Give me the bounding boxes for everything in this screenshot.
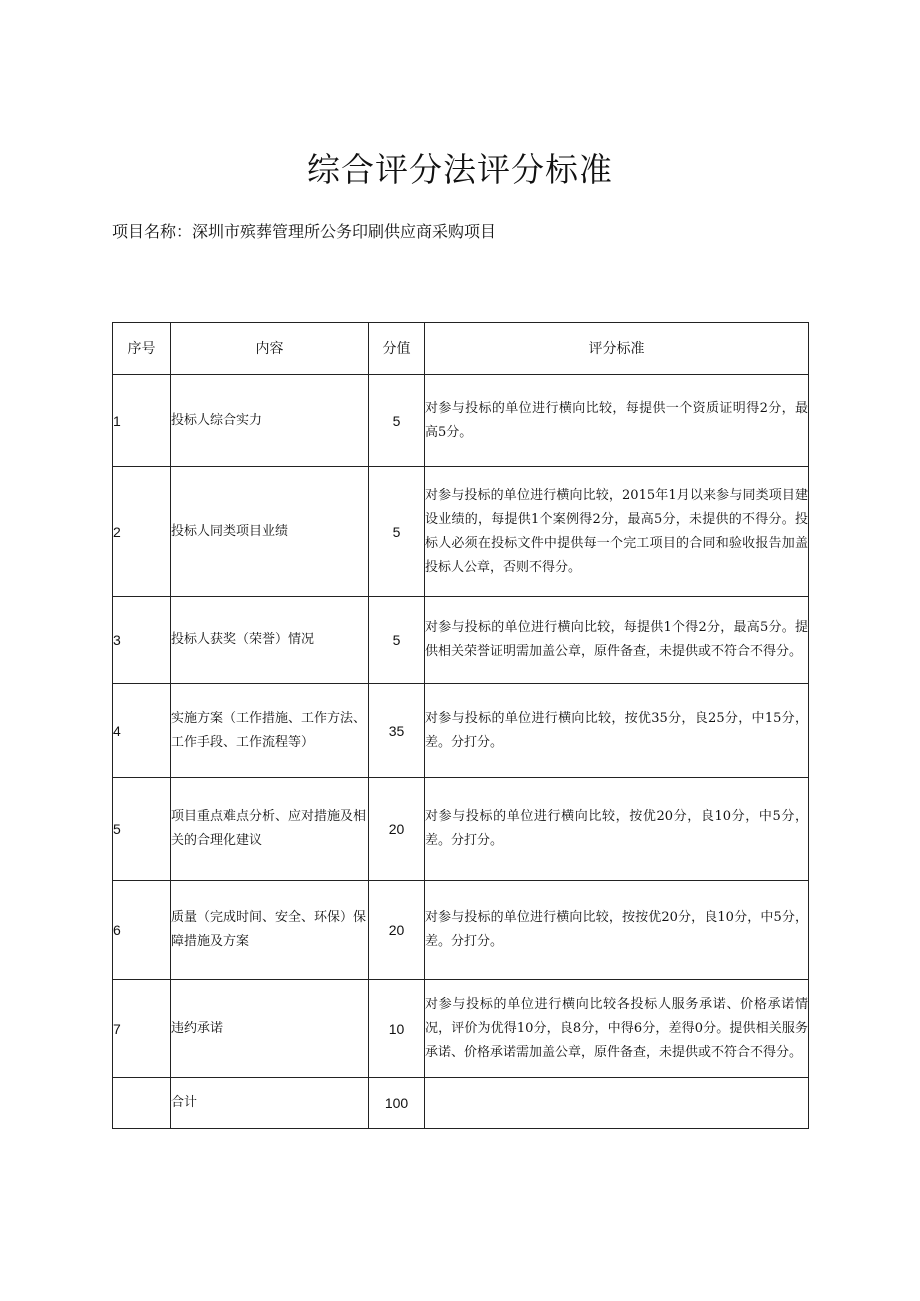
total-index [113,1078,171,1129]
row-criteria: 对参与投标的单位进行横向比较，按优35分，良25分，中15分，差。分打分。 [425,684,809,778]
row-index: 7 [113,980,171,1078]
row-index: 4 [113,684,171,778]
row-content: 实施方案（工作措施、工作方法、工作手段、工作流程等） [171,684,369,778]
document-title: 综合评分法评分标准 [307,150,613,189]
project-label: 项目名称： [112,222,193,241]
header-index: 序号 [113,323,171,375]
row-criteria: 对参与投标的单位进行横向比较，按按优20分，良10分，中5分，差。分打分。 [425,881,809,980]
row-score: 5 [369,467,425,597]
row-content: 投标人综合实力 [171,375,369,467]
header-score: 分值 [369,323,425,375]
table-row [113,980,809,1078]
row-index: 3 [113,597,171,684]
row-criteria: 对参与投标的单位进行横向比较，2015年1月以来参与同类项目建设业绩的，每提供1个案例得2分，最高5分，未提供的不得分。投标人必须在投标文件中提供每一个完工项目的合同和验收报告加盖投标人公章，否则不得分。 [425,467,809,597]
row-criteria: 对参与投标的单位进行横向比较各投标人服务承诺、价格承诺情况，评价为优得10分，良8分，中得6分，差得0分。提供相关服务承诺、价格承诺需加盖公章，原件备查，未提供或不符合不得分。 [425,980,809,1078]
header-criteria: 评分标准 [425,323,809,375]
total-row [113,1078,809,1129]
row-content: 质量（完成时间、安全、环保）保障措施及方案 [171,881,369,980]
row-criteria: 对参与投标的单位进行横向比较，每提供一个资质证明得2分，最高5分。 [425,375,809,467]
table-row [113,881,809,980]
table-header-row [113,323,809,375]
table-row [113,684,809,778]
row-score: 5 [369,375,425,467]
table-row [113,597,809,684]
row-index: 5 [113,778,171,881]
row-score: 10 [369,980,425,1078]
table-row [113,778,809,881]
row-score: 35 [369,684,425,778]
row-content: 投标人同类项目业绩 [171,467,369,597]
row-score: 5 [369,597,425,684]
row-index: 2 [113,467,171,597]
row-criteria: 对参与投标的单位进行横向比较，每提供1个得2分，最高5分。提供相关荣誉证明需加盖公章，原件备查，未提供或不符合不得分。 [425,597,809,684]
row-content: 违约承诺 [171,980,369,1078]
row-score: 20 [369,778,425,881]
header-content: 内容 [171,323,369,375]
row-score: 20 [369,881,425,980]
total-label: 合计 [171,1078,369,1129]
table-row [113,467,809,597]
row-index: 1 [113,375,171,467]
table-row [113,375,809,467]
project-name: 深圳市殡葬管理所公务印刷供应商采购项目 [192,222,497,241]
total-score: 100 [369,1078,425,1129]
row-content: 投标人获奖（荣誉）情况 [171,597,369,684]
row-content: 项目重点难点分析、应对措施及相关的合理化建议 [171,778,369,881]
project-line [112,219,496,242]
row-criteria: 对参与投标的单位进行横向比较，按优20分，良10分，中5分，差。分打分。 [425,778,809,881]
scoring-table [112,322,809,1129]
total-criteria [425,1078,809,1129]
row-index: 6 [113,881,171,980]
